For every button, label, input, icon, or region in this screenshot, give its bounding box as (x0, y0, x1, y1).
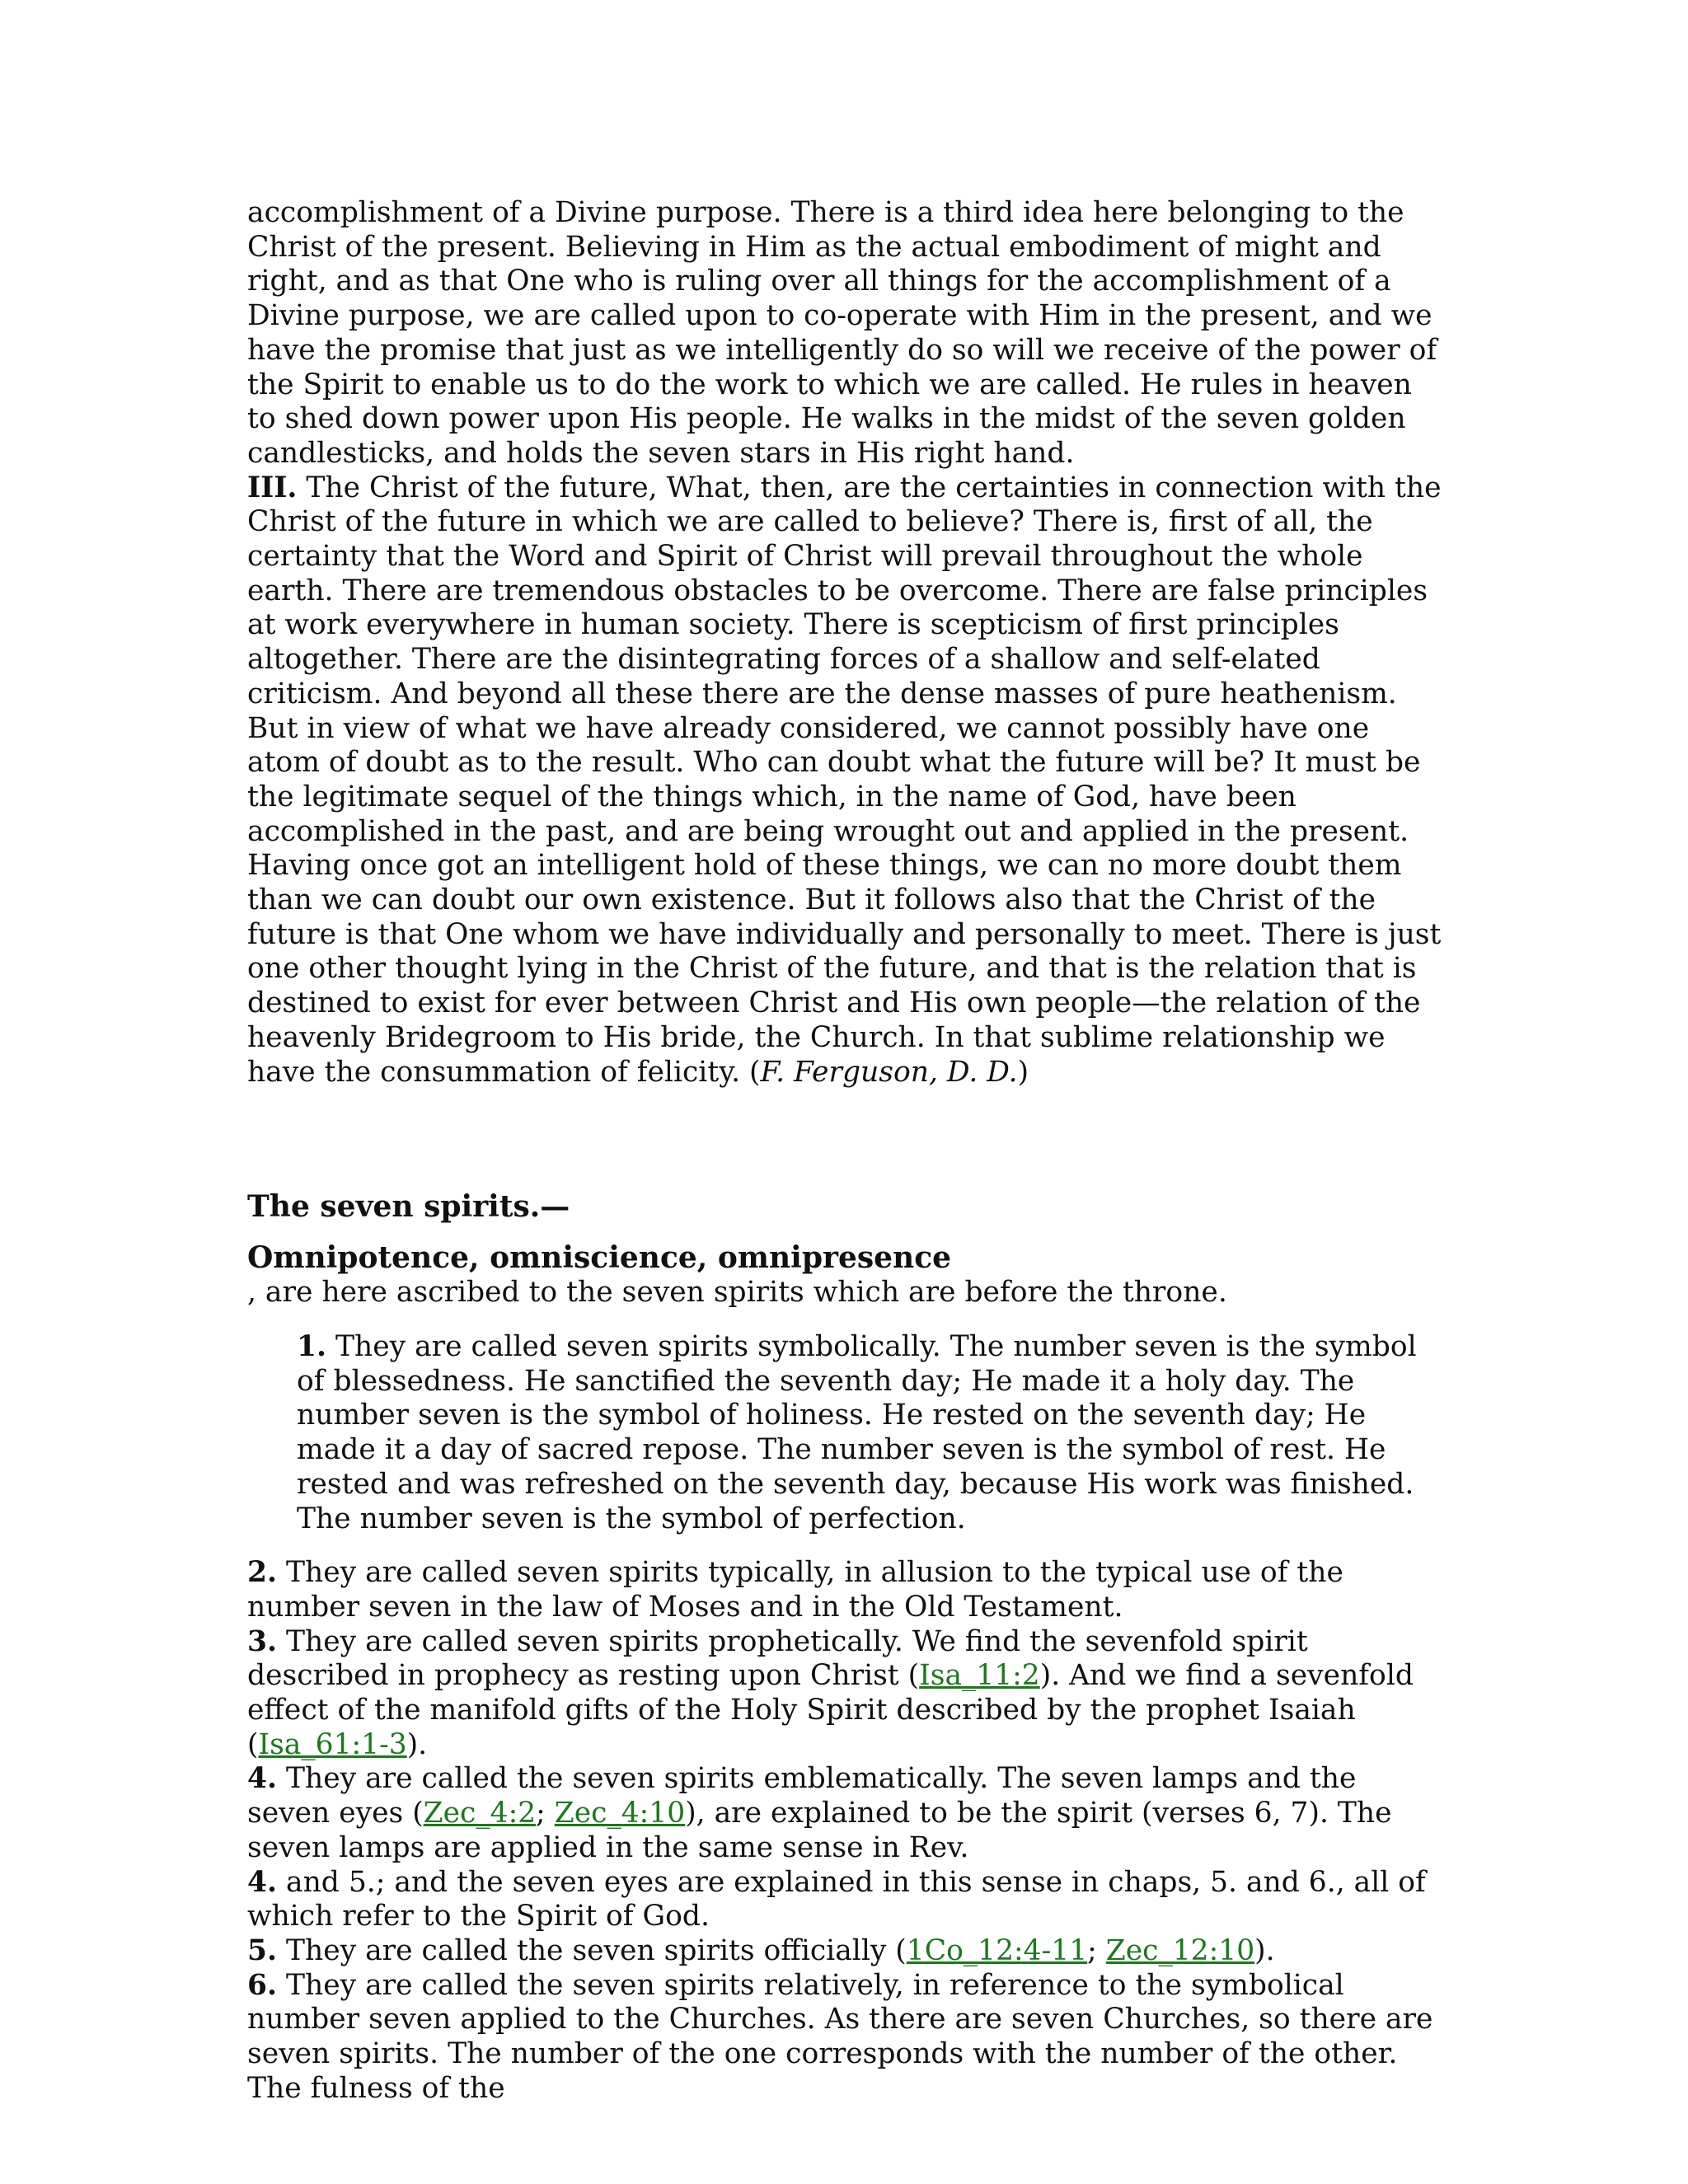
list-item-1: 1. They are called seven spirits symbolically. The number seven is the symbol of blessedness. He sanctified the seventh day; He made it a holy day. The number seven is the symbol of holiness. He rested on the seventh day; He made it a day of sacred repose. The number seven is the symbol of rest. He rested and was refreshed on the seventh day, because His work was finished. The number seven is the symbol of perfection. (297, 1329, 1417, 1535)
scripture-link[interactable]: Isa_11:2 (919, 1659, 1040, 1693)
subheading: Omnipotence, omniscience, omnipresence (247, 1240, 952, 1276)
section-heading: The seven spirits.— (247, 1189, 570, 1225)
scripture-link[interactable]: Zec_4:2 (423, 1797, 537, 1830)
list-item-2: 2. They are called seven spirits typically, in allusion to the typical use of the number seven in the law of Moses and in the Old Testament. (247, 1556, 1343, 1624)
scripture-link[interactable]: Zec_4:10 (554, 1797, 686, 1830)
author-citation: F. Ferguson, D. D. (760, 1055, 1018, 1089)
paragraph-present: accomplishment of a Divine purpose. There is a third idea here belonging to the Christ of the present. Believing in Him as the actual embodiment of might and right, and as that One who is ruling over all things for the accomplishment of a Divine purpose, we are called upon to co-operate with Him in the present, and we have the promise that just as we intelligently do so will we receive of the power of the Spirit to enable us to do the work to which we are called. He rules in heaven to shed down power upon His people. He walks in the midst of the seven golden candlesticks, and holds the seven stars in His right hand. (247, 196, 1437, 470)
scripture-link[interactable]: Isa_61:1-3 (258, 1727, 407, 1761)
section-number: III. (247, 471, 298, 504)
scripture-link[interactable]: 1Co_12:4-11 (906, 1933, 1088, 1967)
list-item-4-continued: 4. and 5.; and the seven eyes are explained in this sense in chaps, 5. and 6., all of which refer to the Spirit of God. (247, 1865, 1426, 1933)
page-content (247, 196, 1444, 2106)
list-item-5: 5. They are called the seven spirits officially (1Co_12:4-11; Zec_12:10). (247, 1933, 1275, 1967)
list-item-4: 4. They are called the seven spirits emblematically. The seven lamps and the seven eyes (Zec_4:2; Zec_4:10), are explained to be the spirit (verses 6, 7). The seven lamps are applied in the same sense in Rev. (247, 1762, 1392, 1864)
list-item-6: 6. They are called the seven spirits relatively, in reference to the symbolical number seven applied to the Churches. As there are seven Churches, so there are seven spirits. The number of the one corresponds with the number of the other. The fulness of the (247, 1968, 1433, 2105)
paragraph-future: III. The Christ of the future, What, then, are the certainties in connection with the Christ of the future in which we are called to believe? There is, first of all, the certainty that the Word and Spirit of Christ will prevail throughout the whole earth. There are tremendous obstacles to be overcome. There are false principles at work everywhere in human society. There is scepticism of first principles altogether. There are the disintegrating forces of a shallow and self-elated criticism. And beyond all these there are the dense masses of pure heathenism. But in view of what we have already considered, we cannot possibly have one atom of doubt as to the result. Who can doubt what the future will be? It must be the legitimate sequel of the things which, in the name of God, have been accomplished in the past, and are being wrought out and applied in the present. Having once got an intelligent hold of these things, we can no more doubt them than we can doubt our own existence. But it follows also that the Christ of the future is that One whom we have individually and personally to meet. There is just one other thought lying in the Christ of the future, and that is the relation that is destined to exist for ever between Christ and His own people—the relation of the heavenly Bridegroom to His bride, the Church. In that sublime relationship we have the consummation of felicity. (F. Ferguson, D. D.) (247, 471, 1442, 1089)
paragraph-intro: , are here ascribed to the seven spirits which are before the throne. (247, 1276, 1227, 1310)
list-item-3: 3. They are called seven spirits prophetically. We find the sevenfold spirit described in prophecy as resting upon Christ (Isa_11:2). And we find a sevenfold effect of the manifold gifts of the Holy Spirit described by the prophet Isaiah (Isa_61:1-3). (247, 1624, 1414, 1761)
scripture-link[interactable]: Zec_12:10 (1105, 1933, 1255, 1967)
